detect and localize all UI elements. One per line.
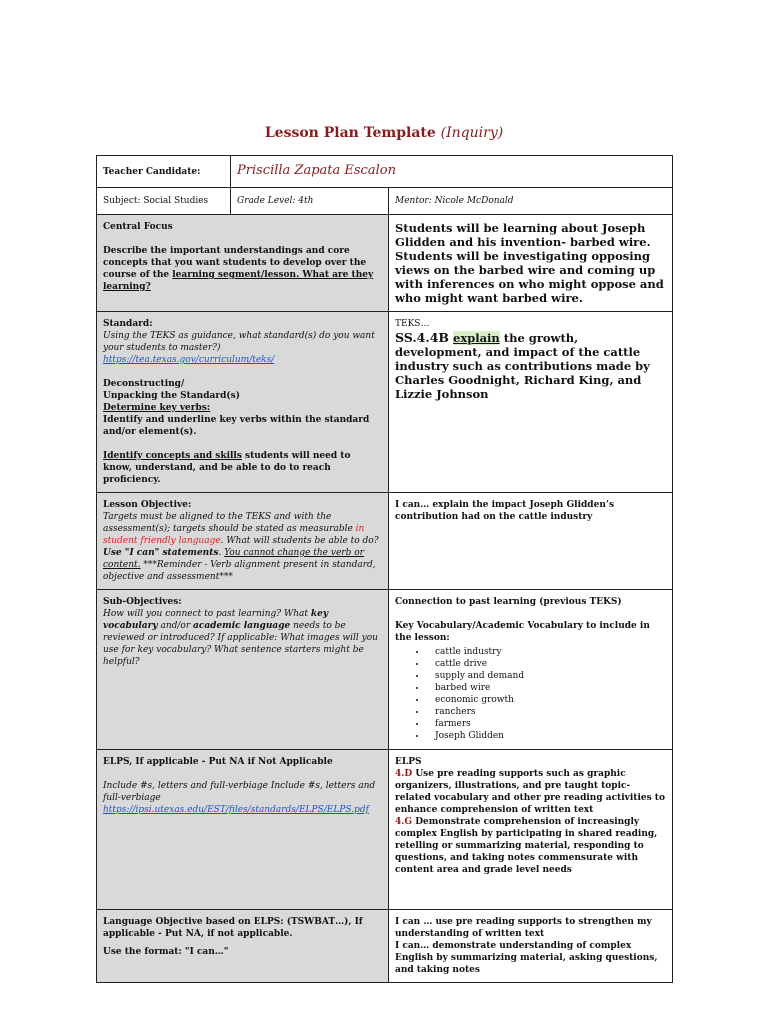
standard-heading: Standard:	[103, 319, 153, 329]
vocab-item: • cattle drive	[427, 658, 666, 670]
sub-objectives-row	[97, 590, 673, 750]
title-main: Lesson Plan Template	[264, 125, 436, 141]
subject-cell: Subject: Social Studies	[97, 188, 231, 215]
objective-desc: Targets must be aligned to the TEKS and with the assessment(s); targets should be stated as measurable in student friendly language. What will students be able to do? Use "I can" statements. You cannot change the verb or content. ***Reminder - Verb alignment present in standard, objective and assessment***	[103, 512, 379, 582]
objective-answer	[389, 493, 673, 590]
unpacking-label: Unpacking the Standard(s)	[103, 391, 240, 401]
elps-4g: 4.G Demonstrate comprehension of increasingly complex English by participating in shared reading, retelling or summarizing material, responding to questions, and taking notes commensurate with content area and grade level needs	[395, 817, 658, 875]
sub-objectives-desc: How will you connect to past learning? What key vocabulary and/or academic language needs to be reviewed or introduced? If applicable: What images will you use for key vocabulary? What sentence starters might be helpful?	[103, 609, 378, 667]
elps-heading: ELPS, If applicable - Put NA if Not Applicable	[103, 757, 333, 767]
language-objective-heading: Language Objective based on ELPS: (TSWBAT…), If applicable - Put NA, if not applicable.	[103, 917, 363, 939]
vocab-list	[395, 646, 666, 742]
objective-prompt	[97, 493, 389, 590]
language-objective-format: Use the format: "I can…"	[103, 947, 229, 957]
central-focus-heading: Central Focus	[103, 222, 173, 232]
standard-row	[97, 312, 673, 493]
teacher-name-cell	[231, 156, 673, 188]
central-focus-row	[97, 215, 673, 312]
vocab-item: • barbed wire	[427, 682, 666, 694]
language-objective-row	[97, 910, 673, 983]
lesson-plan-table	[96, 155, 673, 983]
elps-label: ELPS	[395, 757, 422, 767]
objective-answer-text: I can… explain the impact Joseph Glidden’s contribution had on the cattle industry	[395, 500, 615, 522]
standard-text: SS.4.4B explain the growth, development, and impact of the cattle industry such as contributions made by Charles Goodnight, Richard King, and Lizzie Johnson	[395, 330, 650, 401]
central-focus-desc: Describe the important understandings and core concepts that you want students to develop over the course of the learning segment/lesson. What are they learning?	[103, 246, 374, 292]
language-objective-prompt	[97, 910, 389, 983]
key-verb: explain	[453, 331, 500, 345]
teacher-row	[97, 156, 673, 188]
mentor-cell: Mentor: Nicole McDonald	[389, 188, 673, 215]
vocab-item: • Joseph Glidden	[427, 730, 666, 742]
subject-row	[97, 188, 673, 215]
vocab-item: • cattle industry	[427, 646, 666, 658]
standard-guide: Using the TEKS as guidance, what standard(s) do you want your students to master?) https://tea.texas.gov/curriculum/teks/	[103, 331, 375, 365]
standard-answer	[389, 312, 673, 493]
elps-answer	[389, 750, 673, 910]
teks-label: TEKS…	[395, 319, 430, 329]
elps-row	[97, 750, 673, 910]
teacher-name: Priscilla Zapata Escalon	[237, 163, 396, 178]
page-title	[0, 125, 768, 141]
concepts-desc: Identify concepts and skills students will need to know, understand, and be able to do to reach proficiency.	[103, 451, 351, 485]
key-verbs-desc: Identify and underline key verbs within the standard and/or element(s).	[103, 415, 370, 437]
vocab-heading: Key Vocabulary/Academic Vocabulary to include in the lesson:	[395, 621, 650, 643]
vocab-item: • economic growth	[427, 694, 666, 706]
teks-link[interactable]: https://tea.texas.gov/curriculum/teks/	[103, 355, 275, 365]
title-sub: (Inquiry)	[440, 125, 504, 141]
central-focus-answer-text: Students will be learning about Joseph Glidden and his invention- barbed wire. Students will be investigating opposing views on the barbed wire and coming up with inferences on who might oppose and who might want barbed wire.	[395, 221, 664, 305]
key-verbs-label: Determine key verbs:	[103, 403, 211, 413]
elps-prompt	[97, 750, 389, 910]
sub-objectives-heading: Sub-Objectives:	[103, 597, 182, 607]
standard-prompt	[97, 312, 389, 493]
deconstructing-label: Deconstructing/	[103, 379, 185, 389]
grade-cell: Grade Level: 4th	[231, 188, 389, 215]
elps-include: Include #s, letters and full-verbiage Include #s, letters and full-verbiage	[103, 781, 376, 803]
vocab-item: • ranchers	[427, 706, 666, 718]
vocab-item: • farmers	[427, 718, 666, 730]
objective-heading: Lesson Objective:	[103, 500, 192, 510]
objective-row	[97, 493, 673, 590]
language-objective-answer-1: I can … use pre reading supports to strengthen my understanding of written text	[395, 917, 652, 939]
sub-objectives-answer	[389, 590, 673, 750]
language-objective-answer-2: I can… demonstrate understanding of complex English by summarizing material, asking questions, and taking notes	[395, 941, 658, 975]
sub-objectives-prompt	[97, 590, 389, 750]
elps-4d: 4.D Use pre reading supports such as graphic organizers, illustrations, and pre taught topic-related vocabulary and other pre reading activities to enhance comprehension of written text	[395, 769, 665, 815]
connection-label: Connection to past learning (previous TEKS)	[395, 597, 622, 607]
teacher-label: Teacher Candidate:	[97, 156, 231, 188]
central-focus-prompt	[97, 215, 389, 312]
central-focus-answer	[389, 215, 673, 312]
language-objective-answer	[389, 910, 673, 983]
vocab-item: • supply and demand	[427, 670, 666, 682]
elps-link[interactable]: https://ipsi.utexas.edu/EST/files/standards/ELPS/ELPS.pdf	[103, 805, 369, 815]
